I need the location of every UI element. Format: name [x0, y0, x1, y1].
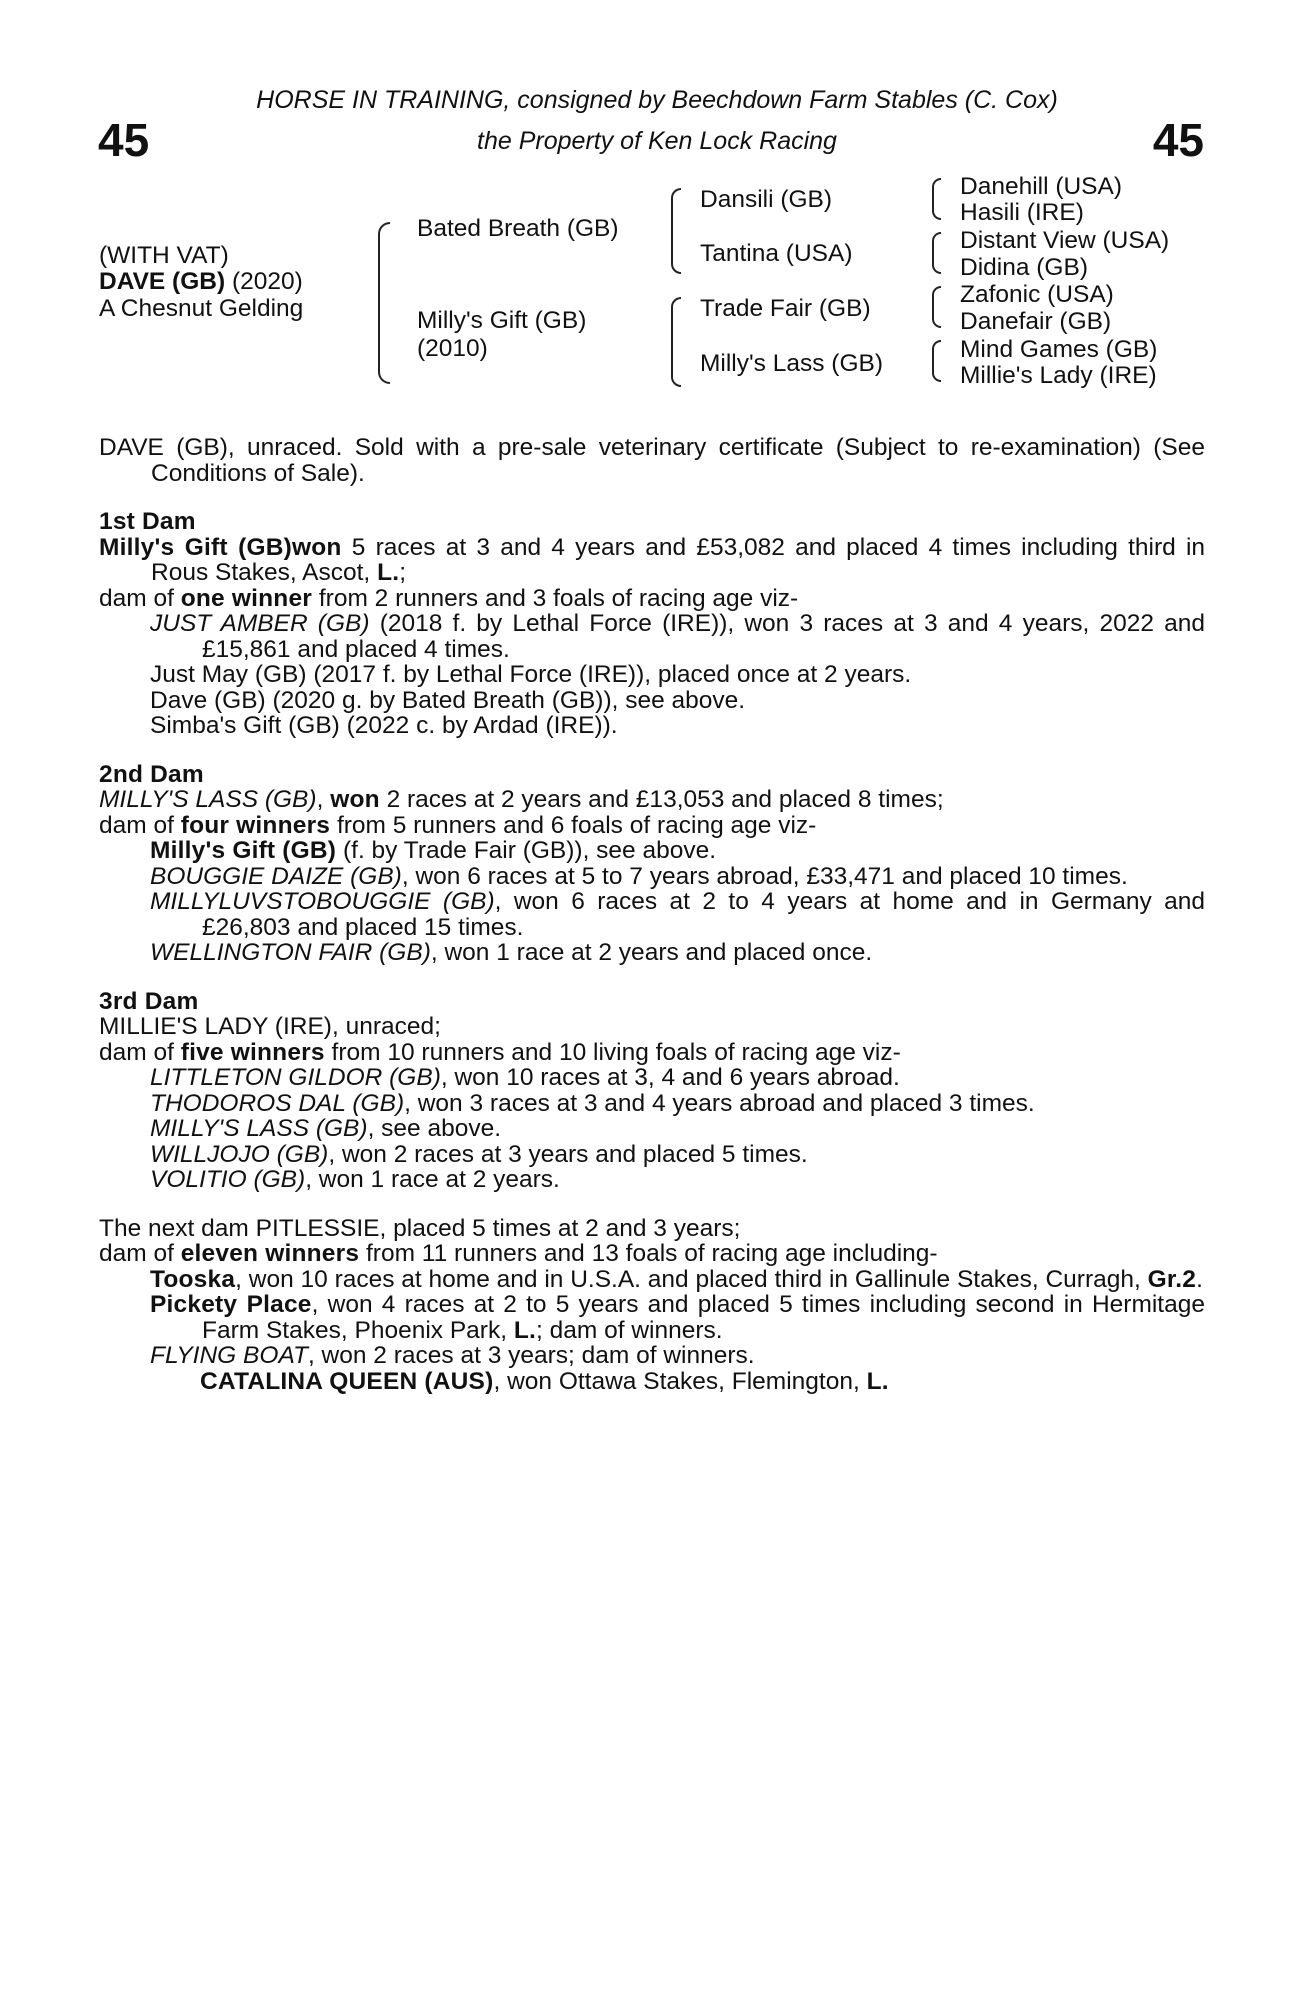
produce-name: Tooska — [150, 1265, 236, 1293]
produce-name: THODOROS DAL (GB) — [150, 1089, 405, 1117]
produce-name: VOLITIO (GB) — [150, 1166, 306, 1193]
dam-of-text: dam of — [99, 811, 181, 839]
produce-text: , won 1 race at 2 years and placed once. — [430, 939, 873, 966]
produce-entry — [99, 611, 1205, 662]
horse-brace — [378, 222, 390, 384]
produce-entry — [99, 838, 1205, 864]
third-dam-heading: 3rd Dam — [99, 987, 199, 1015]
runners-text: from 2 runners and 3 foals of racing age viz- — [312, 584, 799, 612]
produce-entry — [99, 1142, 1205, 1168]
produce-name: LITTLETON GILDOR (GB) — [150, 1064, 441, 1091]
third-dam-record: MILLIE'S LADY (IRE), unraced; — [99, 1013, 441, 1040]
produce-text-end: ; dam of winners. — [536, 1316, 723, 1344]
produce-text: (2018 f. by Lethal Force (IRE)), won 3 races at 3 and 4 years, 2022 and £15,861 and placed 4 times. — [202, 610, 1206, 663]
produce-entry — [99, 864, 1205, 890]
first-dam-record — [99, 535, 1205, 586]
second-dam-record-text: 2 races at 2 years and £13,053 and placed 8 times; — [379, 786, 944, 813]
produce-text: , won 10 races at 3, 4 and 6 years abroad. — [440, 1064, 900, 1091]
sire-dam: Tantina (USA) — [700, 240, 853, 267]
dam-brace — [671, 297, 681, 387]
produce-name: JUST AMBER (GB) — [150, 610, 370, 637]
brace-sd — [932, 232, 941, 274]
dam-of-text: dam of — [99, 1240, 181, 1267]
vat-note: (WITH VAT) — [99, 242, 229, 269]
intro-paragraph: DAVE (GB), unraced. Sold with a pre-sale veterinary certificate (Subject to re-examination) (See Conditions of Sale). — [99, 434, 1205, 487]
third-dam-produce-summary — [99, 1040, 1205, 1066]
consignor-line: HORSE IN TRAINING, consigned by Beechdown Farm Stables (C. Cox) — [256, 86, 1058, 114]
pedigree-dds: Mind Games (GB) — [960, 336, 1158, 363]
next-dam-produce-summary — [99, 1241, 1205, 1267]
winners-count: eleven winners — [180, 1240, 360, 1267]
produce-text: , won 6 races at 5 to 7 years abroad, £33,471 and placed 10 times. — [401, 862, 1128, 890]
second-dam-name: MILLY'S LASS (GB) — [99, 786, 317, 813]
runners-text: from 5 runners and 6 foals of racing age viz- — [330, 811, 817, 839]
pedigree-sdd: Didina (GB) — [960, 254, 1088, 281]
second-dam-heading: 2nd Dam — [99, 760, 204, 788]
produce-name: MILLY'S LASS (GB) — [150, 1115, 368, 1142]
produce-name: CATALINA QUEEN (AUS) — [200, 1367, 494, 1395]
first-dam-record-text: 5 races at 3 and 4 years and £53,082 and placed 4 times including third in Rous Stakes, Ascot, — [151, 533, 1206, 586]
first-dam-end: ; — [399, 559, 407, 586]
produce-name: FLYING BOAT — [150, 1342, 308, 1369]
separator: , — [316, 786, 331, 813]
produce-entry — [99, 1065, 1205, 1091]
produce-text: , won 1 race at 2 years. — [305, 1166, 560, 1193]
first-dam-heading: 1st Dam — [99, 508, 196, 535]
brace-ds — [932, 286, 941, 328]
pedigree-dss: Zafonic (USA) — [960, 281, 1114, 308]
dam-of-text: dam of — [99, 584, 181, 612]
lot-number-right: 45 — [1152, 114, 1204, 166]
dam-year: (2010) — [417, 335, 488, 362]
produce-entry — [99, 1267, 1205, 1293]
dam: Milly's Gift (GB) — [417, 307, 587, 334]
sire-brace — [671, 188, 681, 274]
race-grade: L. — [866, 1367, 889, 1395]
race-grade: Gr.2 — [1147, 1265, 1197, 1293]
pedigree-sds: Distant View (USA) — [960, 227, 1170, 254]
catalogue-text — [99, 435, 1205, 1394]
horse-description: A Chesnut Gelding — [99, 295, 304, 322]
produce-name: Pickety Place — [150, 1291, 312, 1318]
first-dam-name: Milly's Gift (GB) — [99, 533, 292, 561]
produce-entry — [99, 662, 1205, 688]
produce-text: , won Ottawa Stakes, Flemington, — [493, 1367, 867, 1395]
second-dam-record — [99, 787, 1205, 813]
produce-text: , won 10 races at home and in U.S.A. and placed third in Gallinule Stakes, Curragh, — [235, 1265, 1148, 1293]
first-dam-produce-summary — [99, 586, 1205, 612]
first-dam-section — [99, 509, 1205, 739]
produce-text: Dave (GB) (2020 g. by Bated Breath (GB)), see above. — [150, 686, 746, 714]
produce-text: , see above. — [367, 1115, 502, 1142]
runners-text: from 10 runners and 10 living foals of racing age viz- — [324, 1038, 901, 1066]
third-dam-section — [99, 989, 1205, 1193]
produce-entry — [99, 940, 1205, 966]
produce-name: MILLYLUVSTOBOUGGIE (GB) — [150, 888, 495, 915]
produce-text: , won 3 races at 3 and 4 years abroad and placed 3 times. — [404, 1089, 1035, 1117]
winners-count: four winners — [180, 811, 331, 839]
next-dam-section — [99, 1216, 1205, 1395]
produce-text: Just May (GB) (2017 f. by Lethal Force (IRE)), placed once at 2 years. — [150, 661, 912, 688]
winners-count: five winners — [180, 1038, 325, 1066]
second-dam-won: won — [330, 786, 380, 813]
race-grade: L. — [513, 1316, 537, 1344]
produce-entry — [99, 1292, 1205, 1343]
produce-text: Simba's Gift (GB) (2022 c. by Ardad (IRE)). — [150, 712, 618, 739]
pedigree-dsd: Danefair (GB) — [960, 308, 1112, 335]
produce-entry — [99, 1116, 1205, 1142]
second-dam-produce-summary — [99, 813, 1205, 839]
pedigree-sss: Danehill (USA) — [960, 173, 1123, 200]
first-dam-grade: L. — [377, 559, 400, 586]
produce-text: , won 4 races at 2 to 5 years and placed 5 times including second in Hermitage Farm Stakes, Phoenix Park, — [202, 1291, 1205, 1344]
runners-text: from 11 runners and 13 foals of racing age including- — [359, 1240, 938, 1267]
produce-entry — [99, 1369, 1205, 1395]
produce-text-end: . — [1196, 1265, 1203, 1293]
produce-name: BOUGGIE DAIZE (GB) — [150, 862, 402, 890]
produce-text: , won 2 races at 3 years and placed 5 times. — [328, 1140, 808, 1168]
produce-entry — [99, 1167, 1205, 1193]
produce-text: , won 2 races at 3 years; dam of winners. — [307, 1342, 755, 1369]
produce-entry — [99, 713, 1205, 739]
dam-of-text: dam of — [99, 1038, 181, 1066]
dam-dam: Milly's Lass (GB) — [700, 350, 883, 377]
horse-line — [99, 268, 303, 296]
produce-name: WILLJOJO (GB) — [150, 1140, 329, 1168]
horse-year: (2020) — [231, 268, 303, 295]
produce-entry — [99, 688, 1205, 714]
produce-text: (f. by Trade Fair (GB)), see above. — [336, 837, 717, 864]
brace-dd — [932, 340, 941, 382]
winners-count: one winner — [180, 584, 313, 612]
first-dam-won: won — [291, 533, 342, 561]
next-dam-record: The next dam PITLESSIE, placed 5 times at 2 and 3 years; — [99, 1214, 741, 1242]
horse-name: DAVE (GB) — [99, 268, 226, 295]
produce-entry — [99, 1091, 1205, 1117]
property-line: the Property of Ken Lock Racing — [477, 127, 837, 155]
dam-sire: Trade Fair (GB) — [700, 295, 871, 322]
produce-text: , won 6 races at 2 to 4 years at home and in Germany and £26,803 and placed 15 times. — [202, 888, 1205, 941]
produce-name: Milly's Gift (GB) — [150, 837, 337, 864]
produce-entry — [99, 1343, 1205, 1369]
second-dam-section — [99, 762, 1205, 966]
brace-ss — [932, 178, 941, 220]
sire: Bated Breath (GB) — [417, 215, 619, 242]
sire-sire: Dansili (GB) — [700, 186, 833, 213]
produce-name: WELLINGTON FAIR (GB) — [150, 939, 431, 966]
pedigree-ddd: Millie's Lady (IRE) — [960, 362, 1157, 389]
produce-entry — [99, 889, 1205, 940]
lot-number-left: 45 — [98, 114, 150, 166]
pedigree-ssd: Hasili (IRE) — [960, 199, 1084, 226]
